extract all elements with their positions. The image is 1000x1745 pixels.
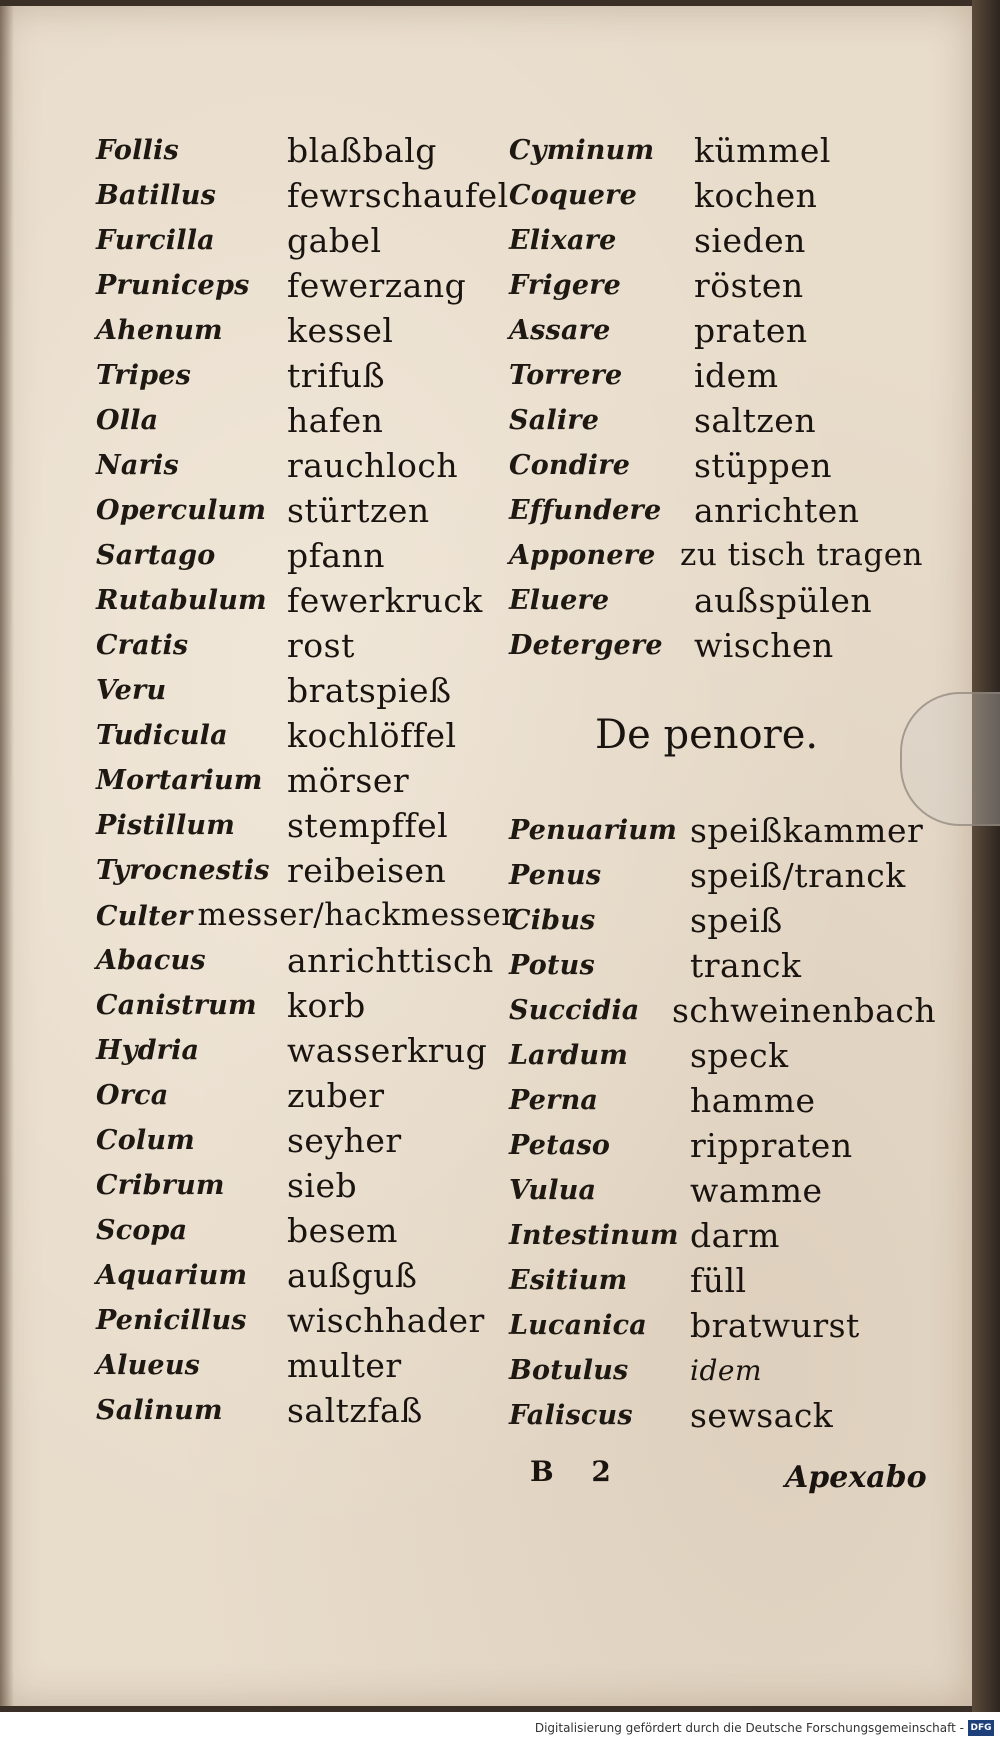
- latin-term: Lardum: [509, 1040, 628, 1071]
- german-term: korb: [287, 986, 366, 1025]
- page-edge: [972, 0, 1000, 1745]
- section-heading: De penore.: [595, 712, 819, 758]
- german-term: idem: [690, 1354, 762, 1387]
- german-term: rösten: [694, 266, 804, 305]
- german-term: trifuß: [287, 356, 386, 395]
- german-term: speißkammer: [690, 811, 924, 850]
- latin-term: Sartago: [96, 540, 216, 571]
- german-term: saltzfaß: [287, 1391, 423, 1430]
- latin-term: Torrere: [509, 360, 623, 391]
- german-term: zuber: [287, 1076, 385, 1115]
- latin-term: Intestinum: [509, 1220, 679, 1251]
- latin-term: Tripes: [96, 360, 192, 391]
- footer-credit: Digitalisierung gefördert durch die Deutsche Forschungsgemeinschaft -: [534, 1721, 964, 1735]
- german-term: speiß/tranck: [690, 856, 906, 895]
- german-term: außspülen: [694, 581, 873, 620]
- latin-term: Cratis: [96, 630, 189, 661]
- german-term: schweinenbach: [672, 991, 937, 1030]
- latin-term: Alueus: [96, 1350, 201, 1381]
- german-term: fewrschaufel: [287, 176, 509, 215]
- german-term: kochlöffel: [287, 716, 457, 755]
- latin-term: Salire: [509, 405, 600, 436]
- latin-term: Botulus: [509, 1355, 629, 1386]
- dfg-logo-icon: DFG: [968, 1720, 994, 1736]
- latin-term: Perna: [509, 1085, 599, 1116]
- german-term: pfann: [287, 536, 386, 575]
- german-term: hafen: [287, 401, 384, 440]
- german-term: seyher: [287, 1121, 402, 1160]
- latin-term: Penicillus: [96, 1305, 247, 1336]
- latin-term: Canistrum: [96, 990, 257, 1021]
- german-term: bratwurst: [690, 1306, 860, 1345]
- german-term: idem: [694, 356, 779, 395]
- german-term: zu tisch tragen: [680, 537, 924, 573]
- german-term: wischhader: [287, 1301, 485, 1340]
- latin-term: Succidia: [509, 995, 640, 1026]
- latin-term: Potus: [509, 950, 595, 981]
- german-term: stüppen: [694, 446, 832, 485]
- german-term: sieb: [287, 1166, 358, 1205]
- german-term: multer: [287, 1346, 402, 1385]
- german-term: gabel: [287, 221, 382, 260]
- latin-term: Veru: [96, 675, 167, 706]
- german-term: wasserkrug: [287, 1031, 488, 1070]
- latin-term: Detergere: [509, 630, 663, 661]
- german-term: stempffel: [287, 806, 449, 845]
- latin-term: Naris: [96, 450, 179, 481]
- latin-term: Vulua: [509, 1175, 597, 1206]
- latin-term: Elixare: [509, 225, 617, 256]
- right-latin-column: [509, 128, 689, 668]
- right-german-column-lower: [672, 808, 950, 1438]
- german-term: anrichttisch: [287, 941, 494, 980]
- latin-term: Frigere: [509, 270, 622, 301]
- german-term: speiß: [690, 901, 783, 940]
- german-term: mörser: [287, 761, 410, 800]
- latin-term: Orca: [96, 1080, 169, 1111]
- latin-term: Olla: [96, 405, 159, 436]
- latin-term: Tyrocnestis: [96, 855, 270, 886]
- latin-term: Eluere: [509, 585, 610, 616]
- left-latin-column: [96, 128, 276, 893]
- latin-term: Abacus: [96, 945, 206, 976]
- german-term: kessel: [287, 311, 394, 350]
- german-term: füll: [690, 1261, 747, 1300]
- latin-term: Culter: [96, 901, 193, 932]
- latin-term: Hydria: [96, 1035, 200, 1066]
- latin-term: Esitium: [509, 1265, 628, 1296]
- latin-term: Rutabulum: [96, 585, 267, 616]
- latin-term: Penuarium: [509, 815, 677, 846]
- latin-term: Mortarium: [96, 765, 263, 796]
- german-term: bratspieß: [287, 671, 452, 710]
- latin-term: Furcilla: [96, 225, 215, 256]
- german-term: reibeisen: [287, 851, 447, 890]
- german-term: fewerkruck: [287, 581, 483, 620]
- latin-term: Cyminum: [509, 135, 655, 166]
- latin-term: Effundere: [509, 495, 662, 526]
- german-term: wischen: [694, 626, 834, 665]
- latin-term: Cribrum: [96, 1170, 225, 1201]
- german-term: speck: [690, 1036, 789, 1075]
- german-term: stürtzen: [287, 491, 430, 530]
- german-term: kochen: [694, 176, 818, 215]
- culter-row: [96, 893, 517, 938]
- footer-bar: [0, 1712, 1000, 1745]
- left-latin-column-lower: [96, 938, 276, 1433]
- german-term: rauchloch: [287, 446, 459, 485]
- german-term: rippraten: [690, 1126, 853, 1165]
- latin-term: Cibus: [509, 905, 596, 936]
- latin-term: Ahenum: [96, 315, 223, 346]
- german-term: tranck: [690, 946, 802, 985]
- latin-term: Follis: [96, 135, 179, 166]
- german-term: hamme: [690, 1081, 816, 1120]
- german-term: sieden: [694, 221, 806, 260]
- latin-term: Scopa: [96, 1215, 188, 1246]
- german-term: saltzen: [694, 401, 817, 440]
- latin-term: Operculum: [96, 495, 267, 526]
- latin-term: Colum: [96, 1125, 195, 1156]
- latin-term: Coquere: [509, 180, 637, 211]
- latin-term: Assare: [509, 315, 611, 346]
- latin-term: Batillus: [96, 180, 216, 211]
- left-german-column: [287, 128, 527, 893]
- german-term: fewerzang: [287, 266, 467, 305]
- left-german-column-lower: [287, 938, 527, 1433]
- latin-term: Tudicula: [96, 720, 228, 751]
- latin-term: Lucanica: [509, 1310, 647, 1341]
- latin-term: Condire: [509, 450, 631, 481]
- latin-term: Salinum: [96, 1395, 223, 1426]
- german-term: messer/hackmesser: [197, 897, 517, 933]
- latin-term: Faliscus: [509, 1400, 633, 1431]
- signature-mark: B 2: [530, 1455, 625, 1488]
- german-term: sewsack: [690, 1396, 834, 1435]
- german-term: blaßbalg: [287, 131, 437, 170]
- german-term: besem: [287, 1211, 398, 1250]
- latin-term: Penus: [509, 860, 602, 891]
- german-term: darm: [690, 1216, 780, 1255]
- german-term: außguß: [287, 1256, 418, 1295]
- german-term: anrichten: [694, 491, 860, 530]
- latin-term: Petaso: [509, 1130, 611, 1161]
- latin-term: Aquarium: [96, 1260, 248, 1291]
- page-binding-shadow: [0, 6, 14, 1706]
- german-term: praten: [694, 311, 808, 350]
- german-term: wamme: [690, 1171, 823, 1210]
- latin-term: Apponere: [509, 540, 656, 571]
- latin-term: Pruniceps: [96, 270, 250, 301]
- catchword: Apexabo: [785, 1460, 927, 1495]
- right-german-column: [680, 128, 934, 668]
- german-term: rost: [287, 626, 355, 665]
- bookmark-tab: [900, 692, 1000, 826]
- german-term: kümmel: [694, 131, 831, 170]
- latin-term: Pistillum: [96, 810, 236, 841]
- right-latin-column-lower: [509, 808, 689, 1438]
